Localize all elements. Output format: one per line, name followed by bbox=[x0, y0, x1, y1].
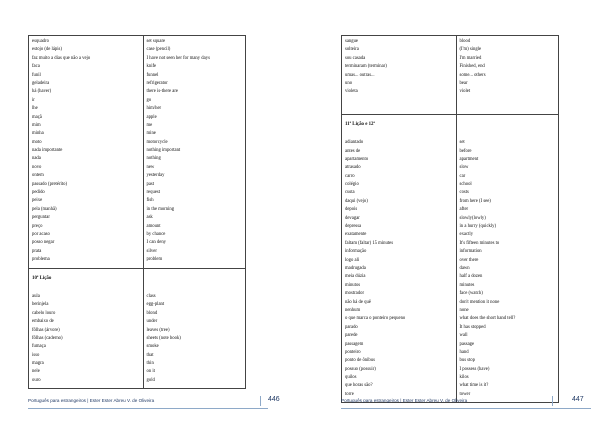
vocab-word: violet bbox=[459, 89, 471, 95]
page-number: 446 bbox=[268, 396, 280, 403]
vocab-word: aula bbox=[32, 293, 40, 299]
vocab-word: moto bbox=[32, 139, 42, 145]
word-list bbox=[32, 38, 141, 265]
vocab-word: faz muito a dias que não a vejo bbox=[32, 55, 91, 61]
vocab-word: class bbox=[146, 293, 156, 299]
vocab-word: daqui (vejo) bbox=[345, 198, 368, 204]
vocab-word: lhe bbox=[32, 106, 38, 112]
vocab-word: after bbox=[459, 207, 469, 213]
vocab-word: in the morning bbox=[146, 206, 175, 212]
vocab-word: umas... outras... bbox=[345, 72, 375, 78]
vocab-word: hand bbox=[459, 349, 469, 355]
vocab-word: new bbox=[146, 164, 155, 170]
vocab-word: information bbox=[459, 249, 482, 255]
vocab-word: não há de quê bbox=[345, 299, 371, 305]
vocab-word: ouro bbox=[32, 377, 41, 383]
vocab-word: minha bbox=[32, 131, 44, 137]
vocab-word: nenhum bbox=[345, 307, 361, 313]
vocab-word: minutos bbox=[345, 282, 361, 288]
vocab-word: torre bbox=[345, 391, 354, 397]
vocab-word: I possess (have) bbox=[459, 366, 490, 372]
vocab-word: atrasado bbox=[345, 165, 361, 171]
vocab-word: meia dúzia bbox=[345, 274, 366, 280]
portuguese-column bbox=[29, 268, 144, 389]
vocab-word: mine bbox=[146, 131, 156, 137]
table-row bbox=[342, 114, 559, 403]
vocab-word: slowly(lowly) bbox=[459, 215, 486, 221]
vocab-word: from here (I see) bbox=[459, 198, 491, 204]
vocab-word: yesterday bbox=[146, 173, 165, 179]
vocab-word: solteira bbox=[345, 47, 359, 53]
vocab-word: refrigerator bbox=[146, 80, 168, 86]
vocab-word: car bbox=[459, 173, 466, 179]
vocab-word: peixe bbox=[32, 198, 43, 204]
vocab-word: há (haver) bbox=[32, 89, 52, 95]
vocab-word: I'm married bbox=[459, 55, 482, 61]
vocab-word: case (pencil) bbox=[146, 47, 171, 53]
vocab-word: me bbox=[146, 122, 153, 128]
word-list bbox=[32, 293, 141, 385]
vocab-word: que horas são? bbox=[345, 383, 373, 389]
vocab-word: that bbox=[146, 352, 154, 358]
vocab-word: Finished, end bbox=[459, 64, 485, 70]
vocab-word: violeta bbox=[345, 89, 358, 95]
vocab-word: ponteiro bbox=[345, 349, 361, 355]
vocab-word: under bbox=[146, 319, 158, 325]
portuguese-column bbox=[342, 114, 457, 403]
lesson-title: 11ª Lição e 12ª bbox=[345, 121, 375, 127]
vocab-word: pela (manhã) bbox=[32, 206, 57, 212]
portuguese-column bbox=[29, 36, 144, 269]
vocab-word: parede bbox=[345, 333, 358, 339]
vocab-word: posso negar bbox=[32, 240, 55, 246]
vocab-word: ponto de ônibus bbox=[345, 358, 375, 364]
word-list bbox=[147, 293, 244, 385]
vocab-word: slow bbox=[459, 165, 469, 171]
vocab-word: dawn bbox=[459, 266, 470, 271]
vocab-word: It has stopped bbox=[459, 324, 486, 330]
english-column bbox=[456, 36, 559, 115]
vocab-word: knife bbox=[146, 64, 157, 70]
vocab-word: problema bbox=[32, 257, 50, 263]
vocab-word: funnel bbox=[146, 72, 159, 78]
vocab-word: informação bbox=[345, 249, 367, 255]
vocab-word: perguntar bbox=[32, 215, 50, 221]
vocab-word: leaves (tree) bbox=[146, 327, 170, 333]
vocab-word: faca bbox=[32, 64, 40, 70]
word-list bbox=[460, 38, 557, 97]
vocab-word: nada bbox=[32, 156, 41, 162]
vocab-word: thin bbox=[146, 361, 154, 367]
vocab-word: him/her bbox=[146, 106, 162, 112]
vocab-word: carro bbox=[345, 173, 355, 179]
table-row bbox=[342, 36, 559, 115]
vocab-word: sou casada bbox=[345, 55, 366, 61]
vocab-word: past bbox=[146, 181, 155, 187]
vocab-word: school bbox=[459, 182, 472, 188]
vocab-word: go bbox=[146, 97, 152, 103]
vocab-word: por acaso bbox=[32, 231, 50, 237]
vocab-word: logo ali bbox=[345, 257, 360, 263]
vocab-word: possuo (possuir) bbox=[345, 366, 376, 372]
word-list bbox=[460, 139, 557, 399]
vocab-word: cabelo louro bbox=[32, 310, 56, 316]
vocab-word: don't mention it none bbox=[459, 299, 500, 305]
word-list bbox=[345, 139, 454, 399]
footer-rule bbox=[341, 408, 591, 409]
vocab-word: adiantado bbox=[345, 140, 364, 146]
portuguese-column bbox=[342, 36, 457, 115]
lesson-title: 10ª Lição bbox=[32, 275, 52, 281]
vocab-word: custa bbox=[345, 190, 355, 196]
footer-divider bbox=[260, 396, 261, 406]
vocab-word: ask bbox=[146, 215, 153, 221]
vocab-word: maçã bbox=[32, 114, 42, 120]
vocab-word: tower bbox=[459, 391, 471, 397]
vocab-word: pedido bbox=[32, 190, 45, 196]
vocab-word: esquadro bbox=[32, 39, 49, 44]
vocab-word: silver bbox=[146, 248, 157, 254]
vocab-word: blond bbox=[146, 310, 158, 316]
vocab-word: faltam (faltar) 15 minutes bbox=[345, 240, 394, 246]
vocab-word: sheets (note book) bbox=[146, 335, 181, 341]
vocab-word: problem bbox=[146, 257, 163, 263]
vocab-word: bus stop bbox=[459, 358, 475, 364]
vocab-word: preço bbox=[32, 223, 43, 229]
vocab-word: face (watch) bbox=[459, 291, 483, 297]
vocab-word: smoke bbox=[146, 344, 159, 350]
vocab-word: sangue bbox=[345, 39, 359, 44]
vocab-word: colégio bbox=[345, 182, 359, 188]
vocab-word: what does the short hand tell? bbox=[459, 316, 516, 322]
vocab-word: nada importante bbox=[32, 148, 63, 154]
vocab-word: prata bbox=[32, 248, 42, 254]
vocab-word: magra bbox=[32, 361, 44, 367]
vocab-word: in a hurry (quickly) bbox=[459, 224, 497, 230]
vocab-word: request bbox=[146, 190, 161, 196]
vocab-word: I have not seen her for many days bbox=[146, 55, 210, 61]
english-column bbox=[143, 36, 246, 269]
vocab-word: over there bbox=[459, 257, 479, 263]
vocab-word: It's fifteen minutes to bbox=[459, 240, 500, 246]
vocab-word: ir bbox=[32, 97, 35, 103]
vocab-word: estojo (de lápis) bbox=[32, 47, 62, 53]
word-list bbox=[147, 38, 244, 265]
vocab-word: (I'm) single bbox=[459, 47, 482, 53]
vocab-word: exactly bbox=[459, 232, 474, 238]
vocab-word: parado bbox=[345, 324, 358, 330]
vocab-word: nothing bbox=[146, 156, 161, 162]
footer-text: Português para estrangeiros | Ester Ester Abreu V. de Oliveira bbox=[341, 398, 468, 403]
vocab-word: isso bbox=[32, 352, 40, 358]
english-column bbox=[456, 114, 559, 403]
table-row bbox=[29, 36, 246, 269]
vocab-word: o que marca o ponteiro pequeno bbox=[345, 316, 406, 322]
vocab-word: half a dozen bbox=[459, 274, 483, 280]
vocab-word: fôlhas (caderno) bbox=[32, 335, 63, 341]
vocab-word: apple bbox=[146, 114, 157, 120]
vocab-word: there is-there are bbox=[146, 89, 178, 95]
vocab-word: mim bbox=[32, 122, 41, 128]
vocab-word: nothing important bbox=[146, 148, 181, 154]
vocab-word: passage bbox=[459, 341, 475, 347]
vocab-word: costs bbox=[459, 190, 469, 196]
vocab-word: passagem bbox=[345, 341, 364, 347]
vocab-word: on it bbox=[146, 369, 155, 375]
footer-divider bbox=[552, 396, 553, 406]
vocab-word: set bbox=[459, 140, 465, 146]
vocab-word: gold bbox=[146, 377, 155, 383]
vocab-word: devagar bbox=[345, 215, 360, 221]
vocab-word: antes de bbox=[345, 148, 361, 154]
vocab-word: uno bbox=[345, 80, 353, 86]
vocab-word: novo bbox=[32, 164, 42, 170]
vocab-word: funil bbox=[32, 72, 41, 78]
vocab-word: madrugada bbox=[345, 266, 366, 271]
vocab-word: amount bbox=[146, 223, 161, 229]
vocab-word: depressa bbox=[345, 224, 362, 230]
vocab-word: minutes bbox=[459, 282, 475, 288]
vocab-word: fish bbox=[146, 198, 154, 204]
vocab-word: passado (pretérito) bbox=[32, 181, 68, 187]
vocab-word: set square bbox=[146, 39, 166, 44]
vocabulary-table-right bbox=[341, 35, 559, 403]
vocabulary-table-left bbox=[28, 35, 246, 389]
footer-text: Português para estrangeiros | Ester Ester Abreu V. de Oliveira bbox=[28, 398, 155, 403]
vocab-word: egg-plant bbox=[146, 302, 165, 308]
vocab-word: berinjela bbox=[32, 302, 49, 308]
vocab-word: none bbox=[459, 307, 469, 313]
vocab-word: I can deny bbox=[146, 240, 167, 246]
word-list bbox=[345, 38, 454, 97]
vocab-word: exatamente bbox=[345, 232, 367, 238]
vocab-word: wall bbox=[459, 333, 468, 339]
vocab-word: some... others bbox=[459, 72, 486, 78]
vocab-word: apartment bbox=[459, 156, 479, 162]
vocab-word: fôlhas (árvore) bbox=[32, 327, 60, 333]
vocab-word: nele bbox=[32, 369, 40, 375]
vocab-word: quilos bbox=[345, 375, 357, 381]
vocab-word: fumaça bbox=[32, 344, 46, 350]
vocab-word: terminaram (terminar) bbox=[345, 64, 387, 70]
vocab-word: kilos bbox=[459, 375, 469, 381]
vocab-word: motorcycle bbox=[146, 139, 168, 145]
vocab-word: embaixo de bbox=[32, 319, 54, 325]
vocab-word: mostrador bbox=[345, 291, 365, 297]
vocab-word: geladeira bbox=[32, 80, 50, 86]
vocab-word: blood bbox=[459, 39, 471, 44]
table-row bbox=[29, 268, 246, 389]
vocab-word: what time is it? bbox=[459, 383, 489, 389]
vocab-word: before bbox=[459, 148, 472, 154]
right-page bbox=[300, 0, 600, 424]
vocab-word: by chance bbox=[146, 231, 166, 237]
footer-rule bbox=[28, 408, 268, 409]
vocab-word: depois bbox=[345, 207, 358, 213]
vocab-word: bear bbox=[459, 80, 468, 86]
vocab-word: ontem bbox=[32, 173, 44, 179]
page-number: 447 bbox=[572, 396, 584, 403]
vocab-word: apartamento bbox=[345, 156, 369, 162]
english-column bbox=[143, 268, 246, 389]
